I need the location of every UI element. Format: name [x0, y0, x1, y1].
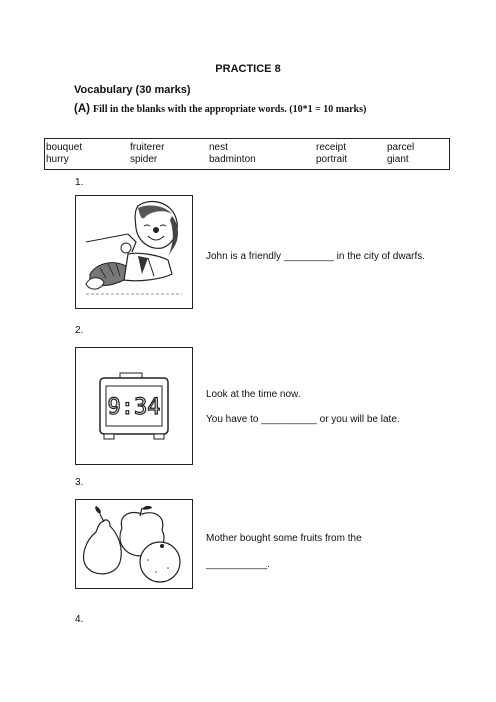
instruction-text: Fill in the blanks with the appropriate words. (10*1 = 10 marks) — [93, 104, 367, 115]
word-bank — [44, 138, 450, 170]
word-bank-word: parcel — [387, 142, 415, 153]
question-1-picture — [75, 195, 193, 309]
part-label: (A) — [74, 103, 90, 115]
word-bank-word: bouquet — [46, 142, 83, 153]
word-bank-word: fruiterer — [130, 142, 165, 153]
question-number: 2. — [75, 325, 84, 336]
question-number: 1. — [75, 177, 84, 188]
question-text: John is a friendly _________ in the city of dwarfs. — [206, 251, 426, 262]
word-bank-word: spider — [130, 154, 158, 165]
word-bank-word: hurry — [46, 154, 69, 165]
question-2-picture — [75, 347, 193, 465]
section-heading: Vocabulary (30 marks) — [74, 84, 191, 96]
word-bank-word: receipt — [316, 142, 347, 153]
word-bank-word: badminton — [209, 154, 256, 165]
question-text: ___________. — [206, 559, 270, 570]
fruits-icon — [76, 500, 192, 588]
question-text: Mother bought some fruits from the — [206, 533, 362, 544]
question-number: 3. — [75, 477, 84, 488]
question-number: 4. — [75, 614, 84, 625]
question-text: You have to __________ or you will be late. — [206, 414, 400, 425]
word-bank-word: nest — [209, 142, 228, 153]
boy-lying-on-ground-icon — [76, 196, 192, 308]
word-bank-word: giant — [387, 154, 409, 165]
instruction — [74, 103, 366, 115]
question-text: Look at the time now. — [206, 389, 301, 400]
question-3-picture — [75, 499, 193, 589]
clock-display: 9:34 — [107, 395, 161, 420]
digital-clock-icon — [76, 348, 192, 464]
word-bank-word: portrait — [316, 154, 348, 165]
page-title: PRACTICE 8 — [215, 63, 281, 75]
